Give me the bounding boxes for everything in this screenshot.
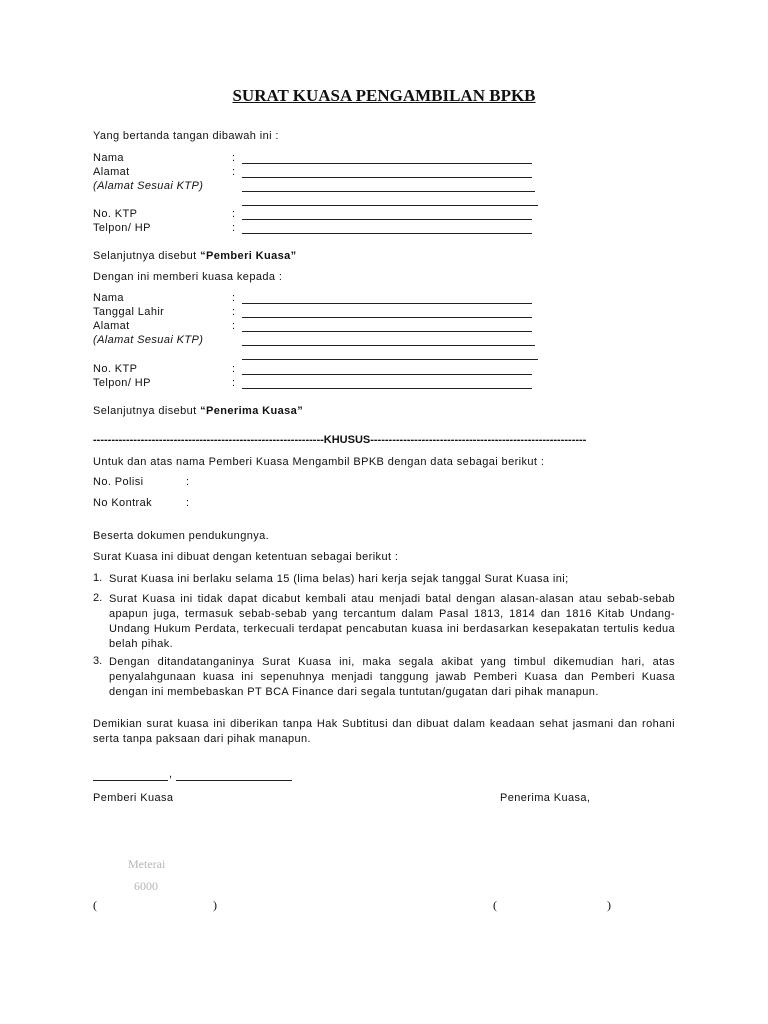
giver-role-name: “Pemberi Kuasa” [200,250,297,262]
receiver-ktp-colon: : [232,363,236,375]
khusus-separator: ---------------------------------------------------------------KHUSUS----------------------------------------------------------- [93,434,587,446]
giver-role-prefix: Selanjutnya disebut [93,250,197,262]
receiver-alamat-blank-3 [242,359,538,360]
giver-ktp-colon: : [232,208,236,220]
receiver-telpon-blank [242,388,532,389]
giver-alamat-note: (Alamat Sesuai KTP) [93,180,204,192]
receiver-alamat-blank [242,331,532,332]
receiver-role-line [93,405,303,417]
terms-intro: Surat Kuasa ini dibuat dengan ketentuan sebagai berikut : [93,551,399,563]
giver-nama-label: Nama [93,152,124,164]
giver-name-open-paren: ( [93,898,97,912]
term-3-number: 3. [93,655,103,667]
docs-line: Beserta dokumen pendukungnya. [93,530,270,542]
place-blank [93,780,168,781]
giver-ktp-blank [242,219,532,220]
receiver-nama-colon: : [232,292,236,304]
giver-telpon-blank [242,233,532,234]
giver-signature-label: Pemberi Kuasa [93,792,174,804]
receiver-alamat-colon: : [232,320,236,332]
receiver-alamat-note: (Alamat Sesuai KTP) [93,334,204,346]
term-1-number: 1. [93,572,103,584]
stamp-meterai-text: Meterai [128,857,166,871]
kontrak-colon: : [186,497,190,509]
giver-nama-colon: : [232,152,236,164]
receiver-nama-blank [242,303,532,304]
document-title: SURAT KUASA PENGAMBILAN BPKB [232,86,536,105]
polisi-colon: : [186,476,190,488]
receiver-name-open-paren: ( [493,898,497,912]
giver-ktp-label: No. KTP [93,208,138,220]
receiver-tanggal-lahir-colon: : [232,306,236,318]
receiver-tanggal-lahir-blank [242,317,532,318]
giver-alamat-colon: : [232,166,236,178]
closing-text: Demikian surat kuasa ini diberikan tanpa Hak Subtitusi dan dibuat dalam keadaan sehat jasmani dan rohani serta tanpa paksaan dari pihak manapun. [93,718,675,745]
intro-text: Yang bertanda tangan dibawah ini : [93,130,279,142]
stamp-value-text: 6000 [134,879,158,893]
grant-intro-text: Dengan ini memberi kuasa kepada : [93,271,283,283]
kontrak-label: No Kontrak [93,497,153,509]
giver-role-line [93,250,297,262]
receiver-telpon-label: Telpon/ HP [93,377,151,389]
receiver-telpon-colon: : [232,377,236,389]
date-blank [176,780,292,781]
polisi-label: No. Polisi [93,476,144,488]
giver-alamat-blank-3 [242,205,538,206]
term-2-text: Surat Kuasa ini tidak dapat dicabut kembali atau menjadi batal dengan alasan-alasan atau sebab-sebab apapun juga, termasuk sebab-sebab yang tercantum dalam Pasal 1813, 1814 dan 1816 Kitab Undang-Undang Hukum Perdata, terkecuali terdapat pencabutan kuasa ini berdasarkan kesepakatan tertulis kedua belah pihak. [109,593,675,650]
term-3-text: Dengan ditandatanganinya Surat Kuasa ini, maka segala akibat yang timbul dikemudian hari, atas penyalahgunaan kuasa ini sepenuhnya menjadi tanggung jawab Pemberi Kuasa dan Pemberi Kuasa dengan ini membebaskan PT BCA Finance dari segala tuntutan/gugatan dari pihak manapun. [109,656,675,698]
receiver-nama-label: Nama [93,292,124,304]
giver-alamat-blank [242,177,532,178]
receiver-tanggal-lahir-label: Tanggal Lahir [93,306,165,318]
receiver-alamat-blank-2 [242,345,535,346]
receiver-alamat-label: Alamat [93,320,130,332]
receiver-role-prefix: Selanjutnya disebut [93,405,197,417]
purpose-text: Untuk dan atas nama Pemberi Kuasa Mengambil BPKB dengan data sebagai berikut : [93,456,545,468]
giver-alamat-blank-2 [242,191,535,192]
giver-name-close-paren: ) [213,898,217,912]
receiver-ktp-label: No. KTP [93,363,138,375]
date-separator: , [169,768,173,780]
receiver-role-name: “Penerima Kuasa” [200,405,304,417]
giver-telpon-colon: : [232,222,236,234]
term-2-number: 2. [93,592,103,604]
receiver-signature-label: Penerima Kuasa, [500,792,591,804]
giver-nama-blank [242,163,532,164]
receiver-ktp-blank [242,374,532,375]
term-1-text: Surat Kuasa ini berlaku selama 15 (lima belas) hari kerja sejak tanggal Surat Kuasa ini; [109,573,569,585]
giver-telpon-label: Telpon/ HP [93,222,151,234]
receiver-name-close-paren: ) [607,898,611,912]
giver-alamat-label: Alamat [93,166,130,178]
